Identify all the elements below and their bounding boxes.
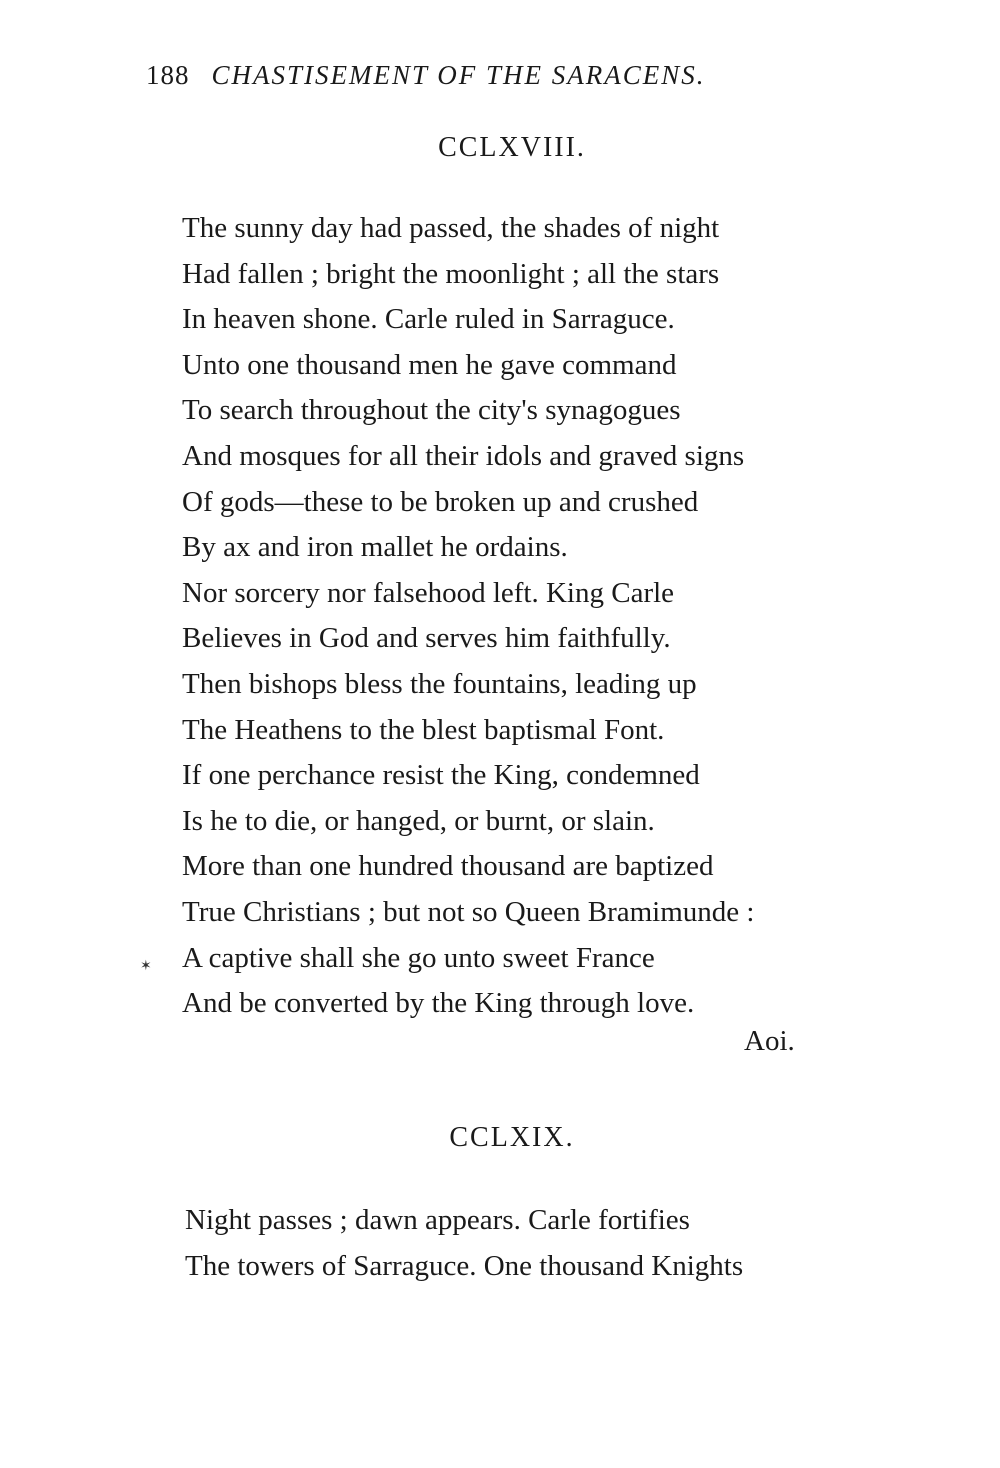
verse-line: Then bishops bless the fountains, leading up <box>182 667 697 700</box>
verse-line: Is he to die, or hanged, or burnt, or slain. <box>182 804 655 837</box>
verse-line: Had fallen ; bright the moonlight ; all the stars <box>182 257 720 290</box>
verse-line: If one perchance resist the King, condemned <box>182 759 700 792</box>
verse-line: In heaven shone. Carle ruled in Sarraguce. <box>182 303 675 336</box>
stanza-verse-cclxix <box>185 1198 743 1289</box>
verse-line: The Heathens to the blest baptismal Font. <box>182 713 665 746</box>
verse-line: The sunny day had passed, the shades of night <box>182 212 720 244</box>
verse-line: True Christians ; but not so Queen Bramimunde : <box>182 895 755 928</box>
verse-line: The towers of Sarraguce. One thousand Knights <box>185 1249 744 1282</box>
verse-line: To search throughout the city's synagogues <box>182 394 681 427</box>
verse-line: By ax and iron mallet he ordains. <box>182 531 568 564</box>
stanza-heading-cclxix: CCLXIX. <box>449 1122 575 1153</box>
refrain-aoi: Aoi. <box>744 1025 795 1057</box>
verse-line: Nor sorcery nor falsehood left. King Carle <box>182 576 675 609</box>
running-head <box>146 60 706 91</box>
verse-line: And be converted by the King through love. <box>182 987 695 1020</box>
running-title: CHASTISEMENT OF THE SARACENS. <box>211 60 706 90</box>
stanza-verse-cclxviii <box>182 206 754 1027</box>
verse-line: And mosques for all their idols and graved signs <box>182 439 745 472</box>
verse-line: More than one hundred thousand are baptized <box>182 850 714 883</box>
margin-mark: ✶ <box>140 959 152 974</box>
verse-line: A captive shall she go unto sweet France <box>182 941 655 974</box>
verse-line: Of gods—these to be broken up and crushed <box>182 485 699 518</box>
stanza-heading-cclxviii: CCLXVIII. <box>438 132 586 163</box>
verse-line: Unto one thousand men he gave command <box>182 348 677 381</box>
verse-line: Believes in God and serves him faithfully. <box>182 622 671 655</box>
page-number: 188 <box>146 60 190 90</box>
verse-line: Night passes ; dawn appears. Carle fortifies <box>185 1204 690 1236</box>
